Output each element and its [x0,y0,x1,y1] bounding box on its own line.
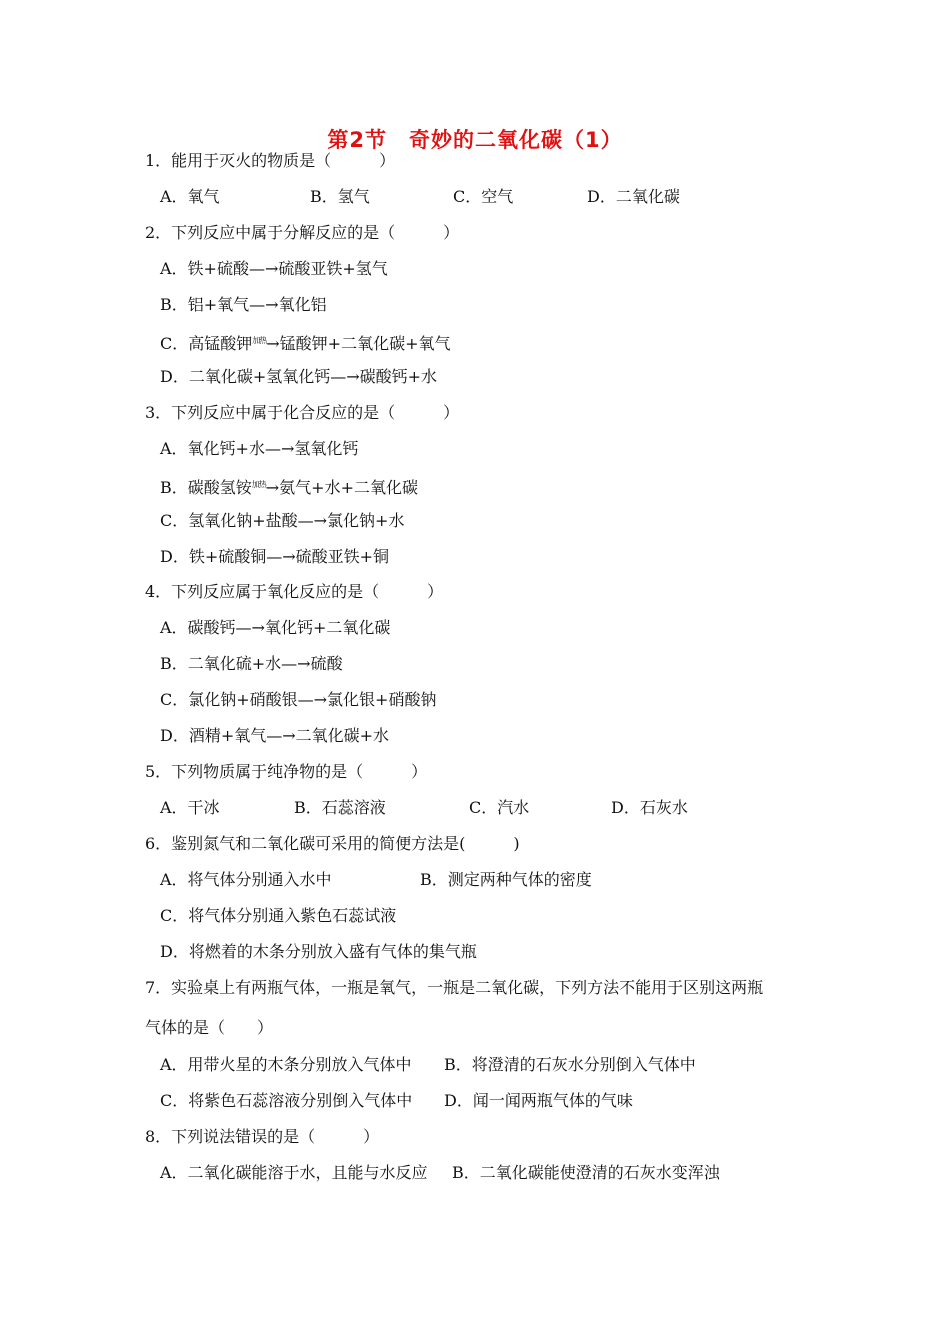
q2-option-d: D．二氧化碳+氢氧化钙—→碳酸钙+水 [160,367,438,386]
q6-option-d: D．将燃着的木条分别放入盛有气体的集气瓶 [160,942,477,961]
q5-option-c: C．汽水 [469,798,530,817]
q1-option-a: A．氧气 [160,187,220,206]
q3-option-d: D．铁+硫酸铜—→硫酸亚铁+铜 [160,547,390,566]
question-7-stem-continued: 气体的是（ ） [145,1018,274,1037]
q2-option-b: B．铝+氧气—→氧化铝 [160,295,327,314]
q7-option-c: C．将紫色石蕊溶液分别倒入气体中 [160,1091,413,1110]
q7-option-d: D．闻一闻两瓶气体的气味 [444,1091,633,1110]
q5-option-d: D．石灰水 [611,798,688,817]
question-2-stem: 2．下列反应中属于分解反应的是（ ） [145,223,460,242]
q4-option-b: B．二氧化硫+水—→硫酸 [160,654,343,673]
q7-option-b: B．将澄清的石灰水分别倒入气体中 [444,1055,696,1074]
q6-option-a: A．将气体分别通入水中 [160,870,332,889]
q3-option-a: A．氧化钙+水—→氢氧化钙 [160,439,359,458]
question-3-stem: 3．下列反应中属于化合反应的是（ ） [145,403,460,422]
page-title: 第2节 奇妙的二氧化碳（1） [327,128,623,152]
q1-option-c: C．空气 [453,187,514,206]
q5-option-b: B．石蕊溶液 [294,798,386,817]
q4-option-c: C．氯化钠+硝酸银—→氯化银+硝酸钠 [160,690,437,709]
q4-option-d: D．酒精+氧气—→二氧化碳+水 [160,726,390,745]
q1-option-b: B．氢气 [310,187,370,206]
q8-option-b: B．二氧化碳能使澄清的石灰水变浑浊 [452,1163,720,1182]
question-1-stem: 1．能用于灭火的物质是（ ） [145,151,396,170]
q2-option-a: A．铁+硫酸—→硫酸亚铁+氢气 [160,259,388,278]
q8-option-a: A．二氧化碳能溶于水，且能与水反应 [160,1163,428,1182]
reaction-condition: 加热 [252,336,267,345]
q6-option-b: B．测定两种气体的密度 [420,870,592,889]
question-4-stem: 4．下列反应属于氧化反应的是（ ） [145,582,444,601]
q2-option-c-products: →锰酸钾+二氧化碳+氧气 [266,334,451,353]
q1-option-d: D．二氧化碳 [587,187,680,206]
q5-option-a: A．干冰 [160,798,220,817]
q2-option-c [160,330,450,355]
q4-option-a: A．碳酸钙—→氧化钙+二氧化碳 [160,618,391,637]
question-8-stem: 8．下列说法错误的是（ ） [145,1127,380,1146]
question-7-stem: 7．实验桌上有两瓶气体，一瓶是氧气，一瓶是二氧化碳，下列方法不能用于区别这两瓶 [145,978,764,997]
q6-option-c: C．将气体分别通入紫色石蕊试液 [160,906,397,925]
question-6-stem: 6．鉴别氮气和二氧化碳可采用的简便方法是( ) [145,834,520,853]
reaction-condition: 加热 [251,480,266,489]
question-5-stem: 5．下列物质属于纯净物的是（ ） [145,762,428,781]
q3-option-c: C．氢氧化钠+盐酸—→氯化钠+水 [160,511,405,530]
q2-option-c-reactants: C．高锰酸钾 [160,334,253,353]
q3-option-b-reactants: B．碳酸氢铵 [160,478,252,497]
q3-option-b [160,474,418,499]
q7-option-a: A．用带火星的木条分别放入气体中 [160,1055,412,1074]
q3-option-b-products: →氨气+水+二氧化碳 [265,478,418,497]
